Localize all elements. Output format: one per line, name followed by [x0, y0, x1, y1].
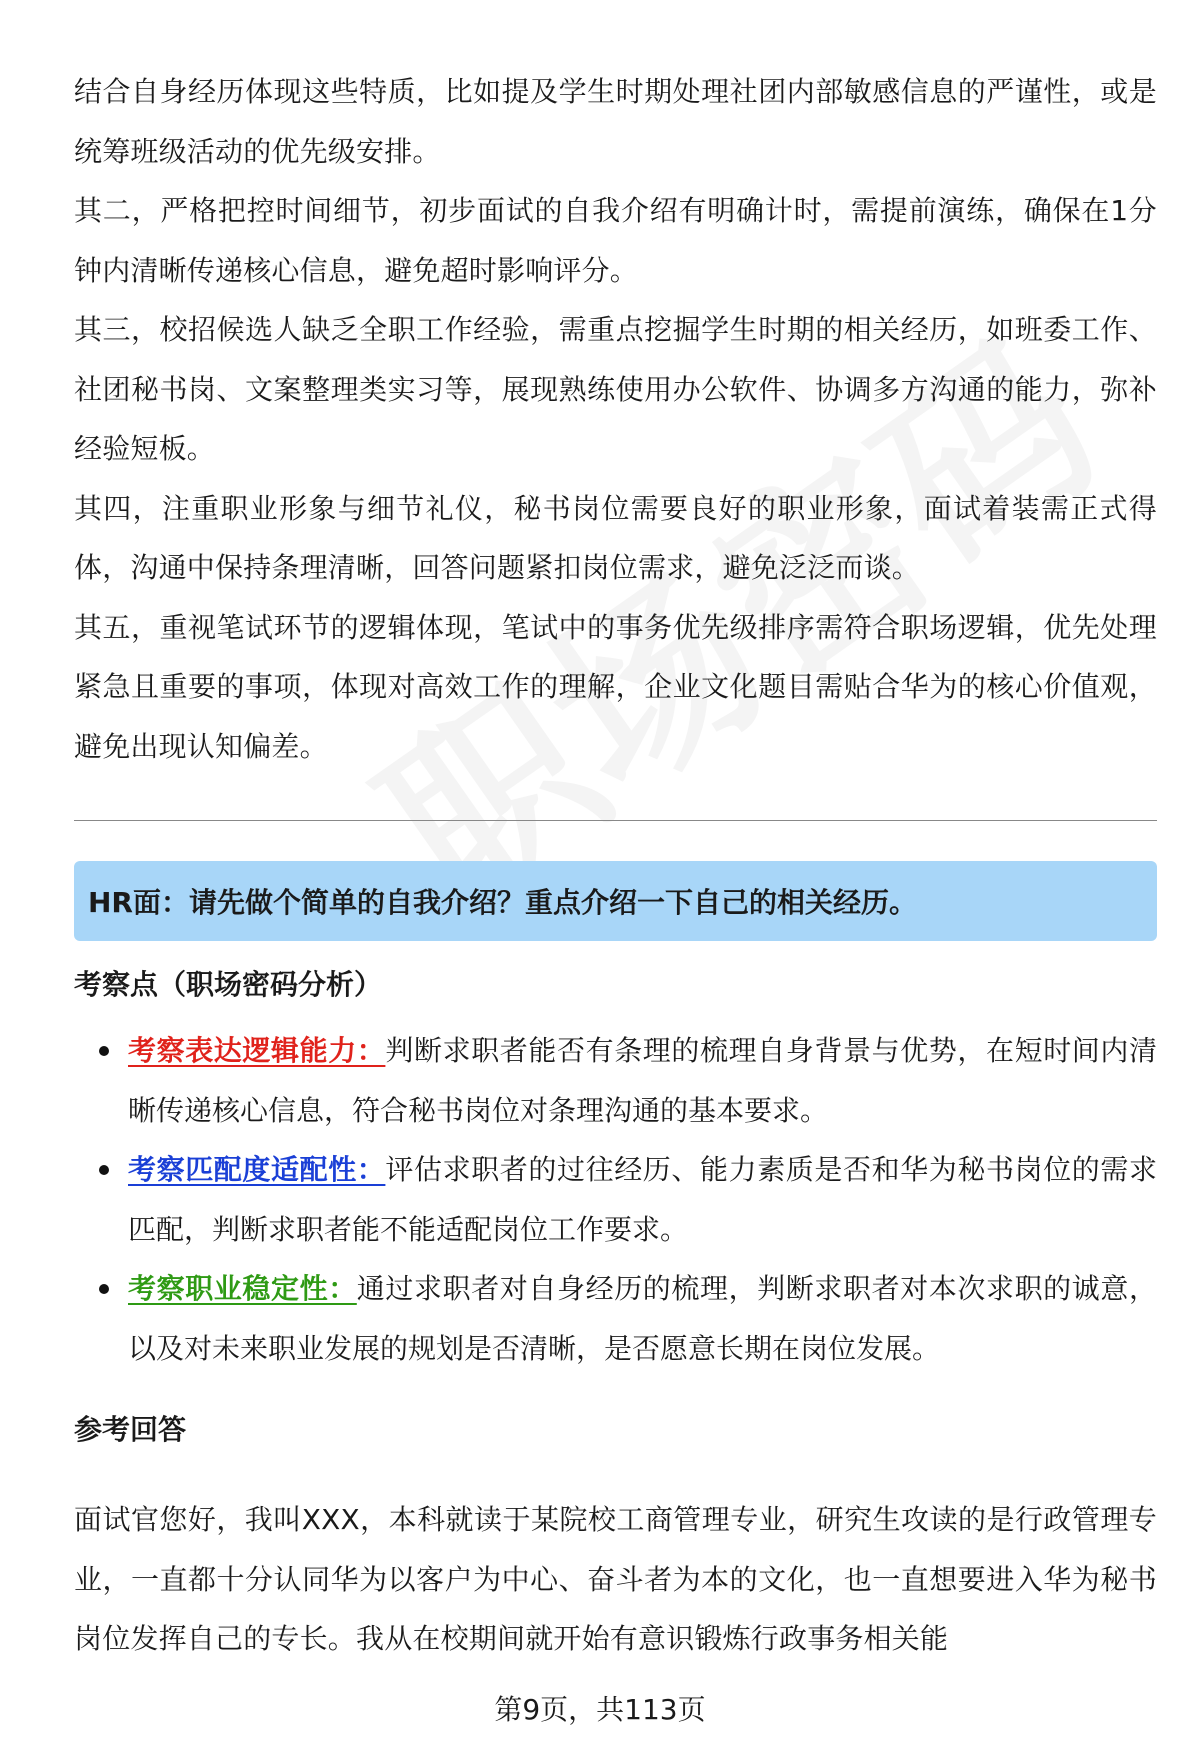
assessment-keyword: 考察表达逻辑能力： [128, 1034, 386, 1067]
assessment-item [74, 1140, 1157, 1259]
assessment-text: 判断求职者能否有条理的梳理自身背景与优势，在短时间内清晰传递核心信息，符合秘书岗位对条理沟通的基本要求。 [128, 1034, 1157, 1127]
question-banner [74, 861, 1157, 941]
section-divider [74, 820, 1157, 821]
intro-paragraph: 其四，注重职业形象与细节礼仪，秘书岗位需要良好的职业形象，面试着装需正式得体，沟通中保持条理清晰，回答问题紧扣岗位需求，避免泛泛而谈。 [74, 491, 1157, 584]
answer-paragraph: 面试官您好，我叫XXX，本科就读于某院校工商管理专业，研究生攻读的是行政管理专业，一直都十分认同华为以客户为中心、奋斗者为本的文化，也一直想要进入华为秘书岗位发挥自己的专长。我从在校期间就开始有意识锻炼行政事务相关能 [74, 1503, 1157, 1655]
bullet-dot-icon [99, 1284, 109, 1294]
assessment-text: 评估求职者的过往经历、能力素质是否和华为秘书岗位的需求匹配，判断求职者能不能适配岗位工作要求。 [128, 1153, 1157, 1246]
intro-paragraph: 其三，校招候选人缺乏全职工作经验，需重点挖掘学生时期的相关经历，如班委工作、社团秘书岗、文案整理类实习等，展现熟练使用办公软件、协调多方沟通的能力，弥补经验短板。 [74, 313, 1157, 465]
assessment-list [74, 1021, 1157, 1378]
assessment-keyword: 考察匹配度适配性： [128, 1153, 386, 1186]
bullet-dot-icon [99, 1046, 109, 1056]
answer-heading: 参考回答 [74, 1413, 187, 1446]
assessment-heading: 考察点（职场密码分析） [74, 968, 383, 1001]
page-footer: 第9页，共113页 [494, 1693, 706, 1726]
intro-paragraph: 结合自身经历体现这些特质，比如提及学生时期处理社团内部敏感信息的严谨性，或是统筹班级活动的优先级安排。 [74, 75, 1157, 168]
assessment-text: 通过求职者对自身经历的梳理，判断求职者对本次求职的诚意，以及对未来职业发展的规划是否清晰，是否愿意长期在岗位发展。 [128, 1272, 1157, 1365]
intro-paragraph: 其二，严格把控时间细节，初步面试的自我介绍有明确计时，需提前演练，确保在1分钟内清晰传递核心信息，避免超时影响评分。 [74, 194, 1157, 287]
intro-paragraph: 其五，重视笔试环节的逻辑体现，笔试中的事务优先级排序需符合职场逻辑，优先处理紧急且重要的事项，体现对高效工作的理解，企业文化题目需贴合华为的核心价值观，避免出现认知偏差。 [74, 610, 1157, 763]
assessment-item [74, 1021, 1157, 1140]
page-content [74, 62, 1157, 1669]
bullet-dot-icon [99, 1165, 109, 1175]
question-text: HR面：请先做个简单的自我介绍？重点介绍一下自己的相关经历。 [88, 886, 917, 919]
assessment-keyword: 考察职业稳定性： [128, 1272, 357, 1305]
assessment-item [74, 1259, 1157, 1378]
